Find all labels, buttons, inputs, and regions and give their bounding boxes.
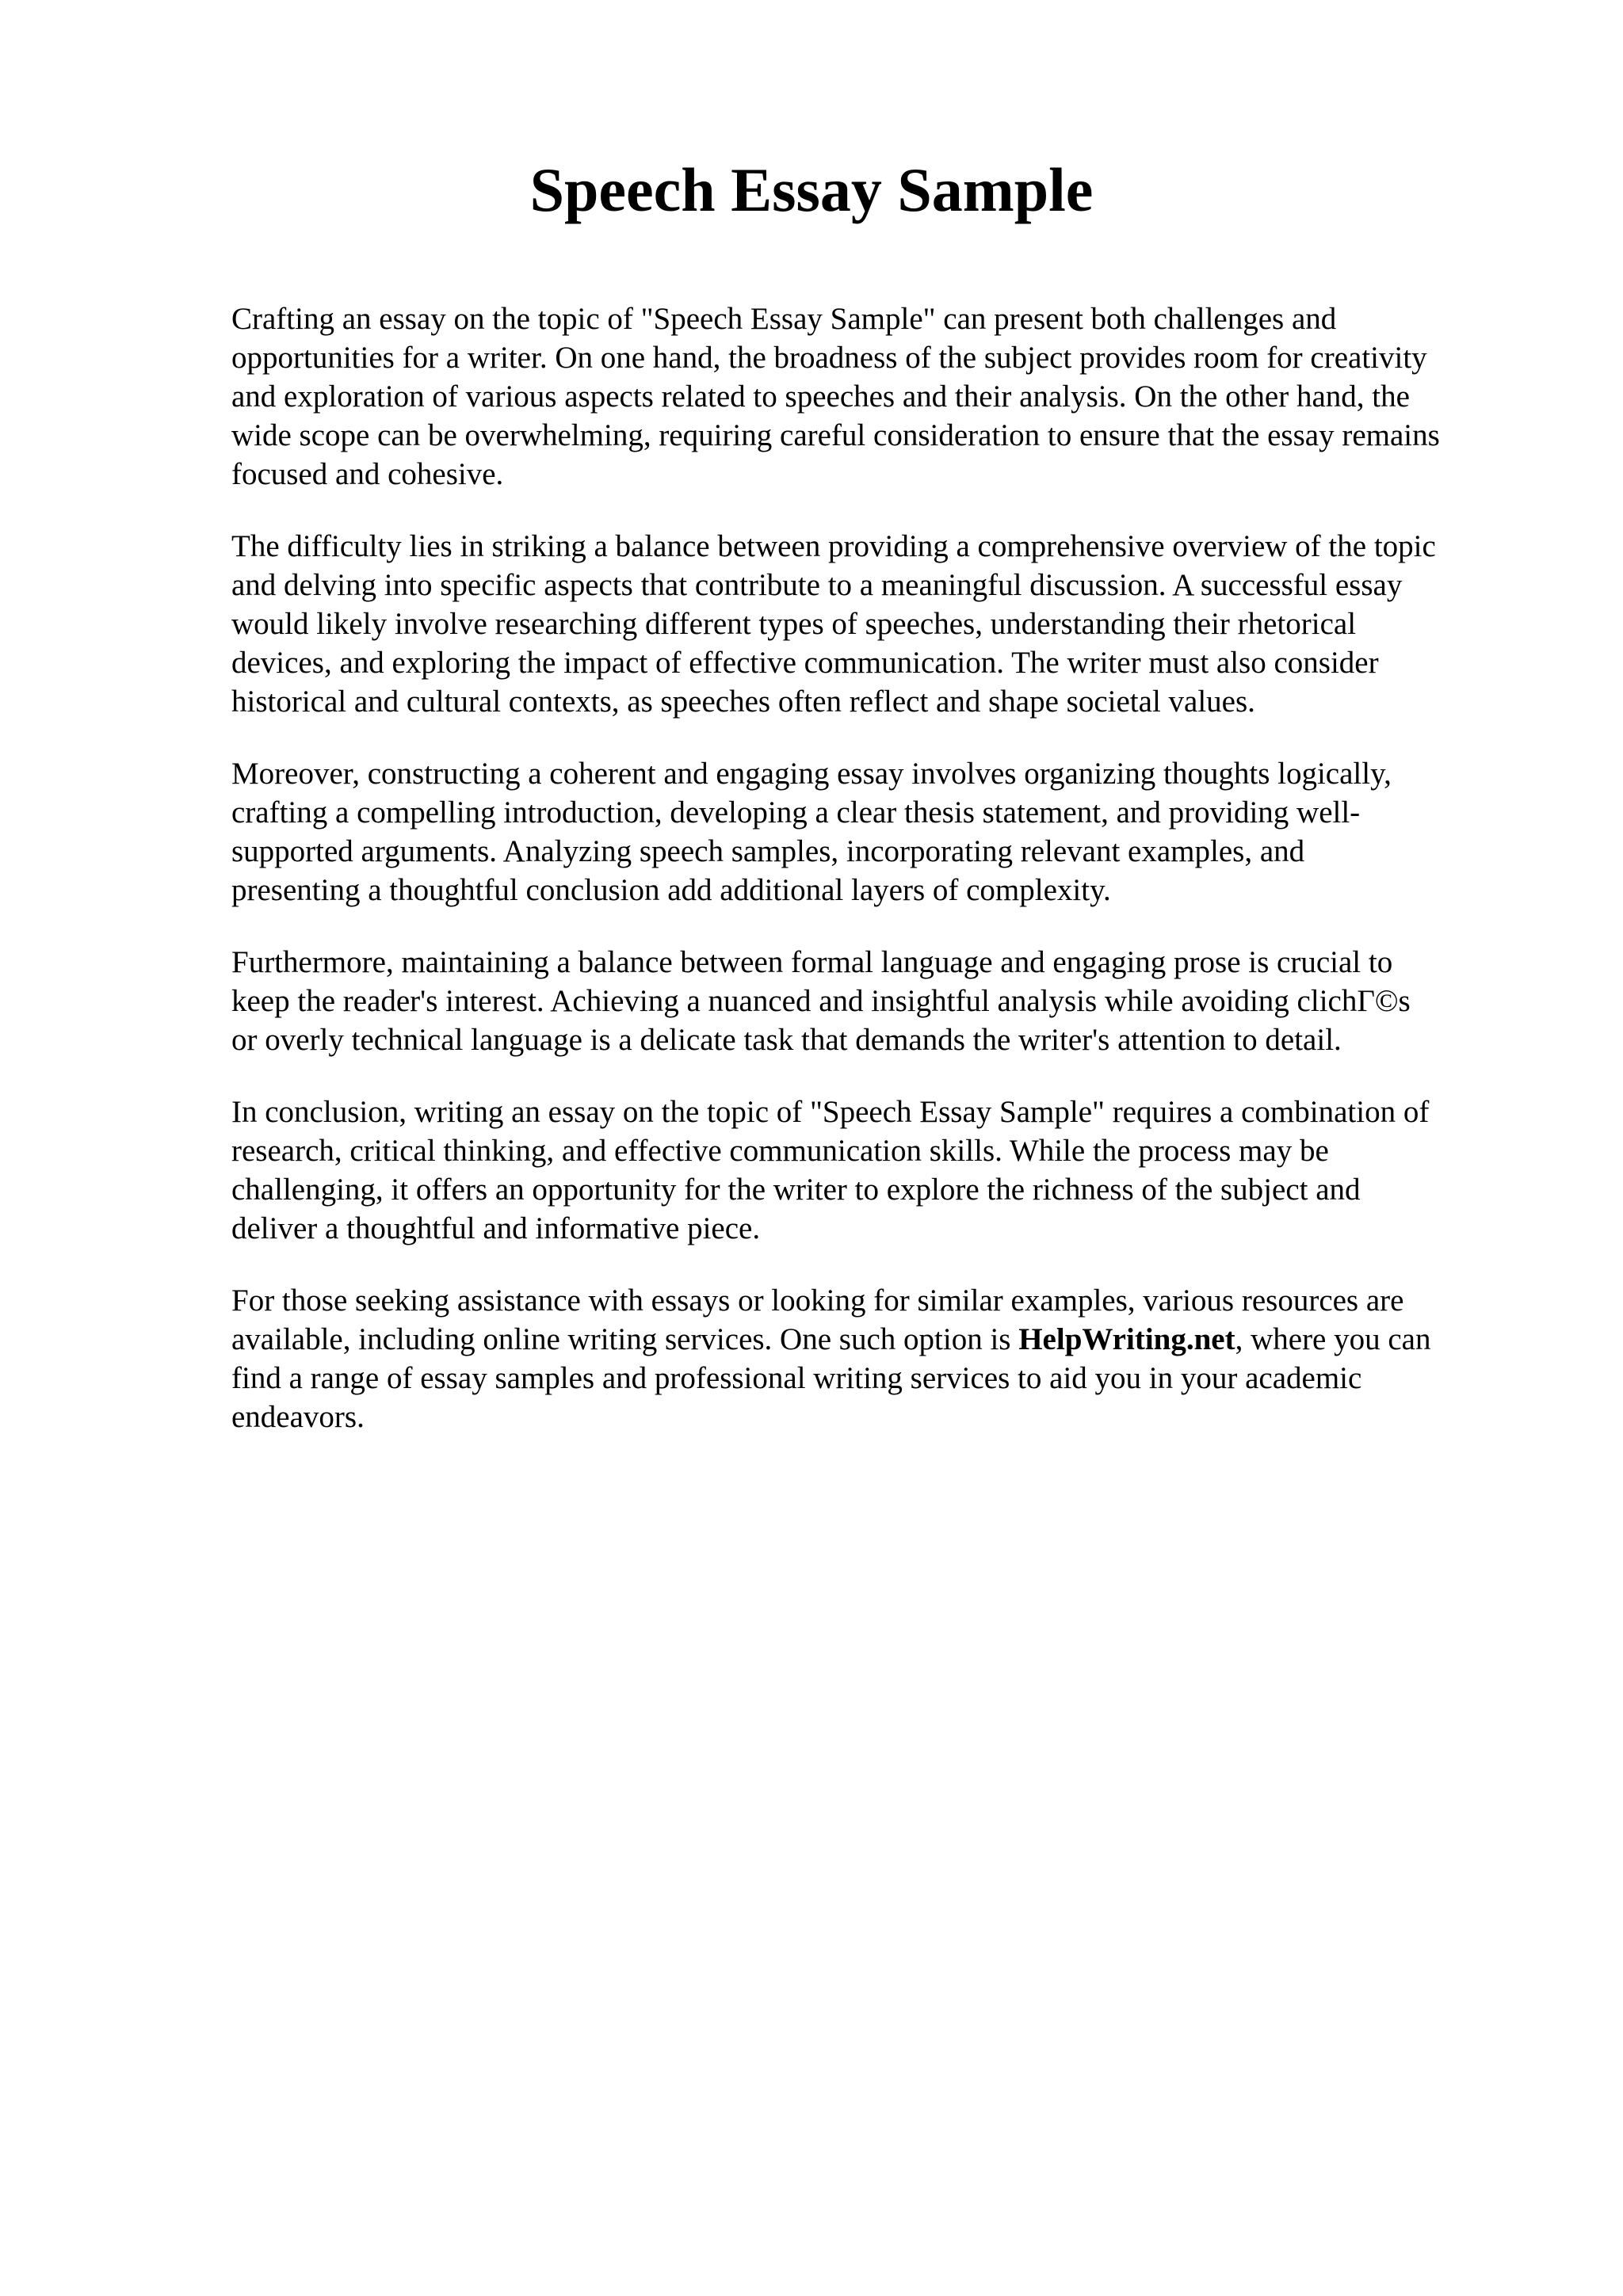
text-line: focused and cohesive. <box>231 457 504 491</box>
text-line: research, critical thinking, and effective communication skills. While the process may be <box>231 1134 1329 1168</box>
text-line: challenging, it offers an opportunity for the writer to explore the richness of the subject and <box>231 1173 1361 1207</box>
text-line: Moreover, constructing a coherent and engaging essay involves organizing thoughts logically, <box>231 757 1392 791</box>
text-line: The difficulty lies in striking a balance between providing a comprehensive overview of the topic <box>231 529 1436 563</box>
paragraph-5 <box>231 1093 1528 1248</box>
text-line: devices, and exploring the impact of effective communication. The writer must also consider <box>231 646 1379 680</box>
text-line: would likely involve researching different types of speeches, understanding their rhetorical <box>231 607 1357 641</box>
text-line-with-link <box>231 1320 1528 1359</box>
text-line: keep the reader's interest. Achieving a nuanced and insightful analysis while avoiding clichΓ©s <box>231 984 1411 1018</box>
text-line: wide scope can be overwhelming, requiring careful consideration to ensure that the essay remains <box>231 418 1440 452</box>
essay-body <box>231 299 1528 1470</box>
text-line: find a range of essay samples and professional writing services to aid you in your academic <box>231 1361 1362 1395</box>
paragraph-3 <box>231 754 1528 910</box>
text-line: opportunities for a writer. On one hand, the broadness of the subject provides room for creativity <box>231 341 1427 375</box>
text-line: supported arguments. Analyzing speech samples, incorporating relevant examples, and <box>231 834 1305 868</box>
link-trail-text: , where you can <box>1235 1322 1431 1356</box>
text-line: and delving into specific aspects that contribute to a meaningful discussion. A successful essay <box>231 568 1403 602</box>
text-line: In conclusion, writing an essay on the topic of "Speech Essay Sample" requires a combination of <box>231 1095 1430 1129</box>
link-lead-text: available, including online writing services. One such option is <box>231 1322 1019 1356</box>
text-line: or overly technical language is a delicate task that demands the writer's attention to detail. <box>231 1023 1342 1057</box>
text-line: endeavors. <box>231 1400 365 1434</box>
paragraph-6 <box>231 1281 1528 1436</box>
paragraph-1 <box>231 299 1528 494</box>
text-line: historical and cultural contexts, as speeches often reflect and shape societal values. <box>231 685 1255 719</box>
helpwriting-link[interactable]: HelpWriting.net <box>1018 1322 1235 1356</box>
text-line: Furthermore, maintaining a balance between formal language and engaging prose is crucial to <box>231 945 1393 979</box>
text-line: For those seeking assistance with essays or looking for similar examples, various resources are <box>231 1283 1404 1318</box>
text-line: Crafting an essay on the topic of "Speech Essay Sample" can present both challenges and <box>231 302 1337 336</box>
text-line: and exploration of various aspects related to speeches and their analysis. On the other hand, the <box>231 379 1410 414</box>
paragraph-4 <box>231 943 1528 1059</box>
text-line: crafting a compelling introduction, developing a clear thesis statement, and providing well- <box>231 795 1361 830</box>
paragraph-2 <box>231 527 1528 721</box>
text-line: presenting a thoughtful conclusion add additional layers of complexity. <box>231 873 1111 907</box>
page-title: Speech Essay Sample <box>529 155 1094 224</box>
text-line: deliver a thoughtful and informative piece. <box>231 1211 761 1245</box>
